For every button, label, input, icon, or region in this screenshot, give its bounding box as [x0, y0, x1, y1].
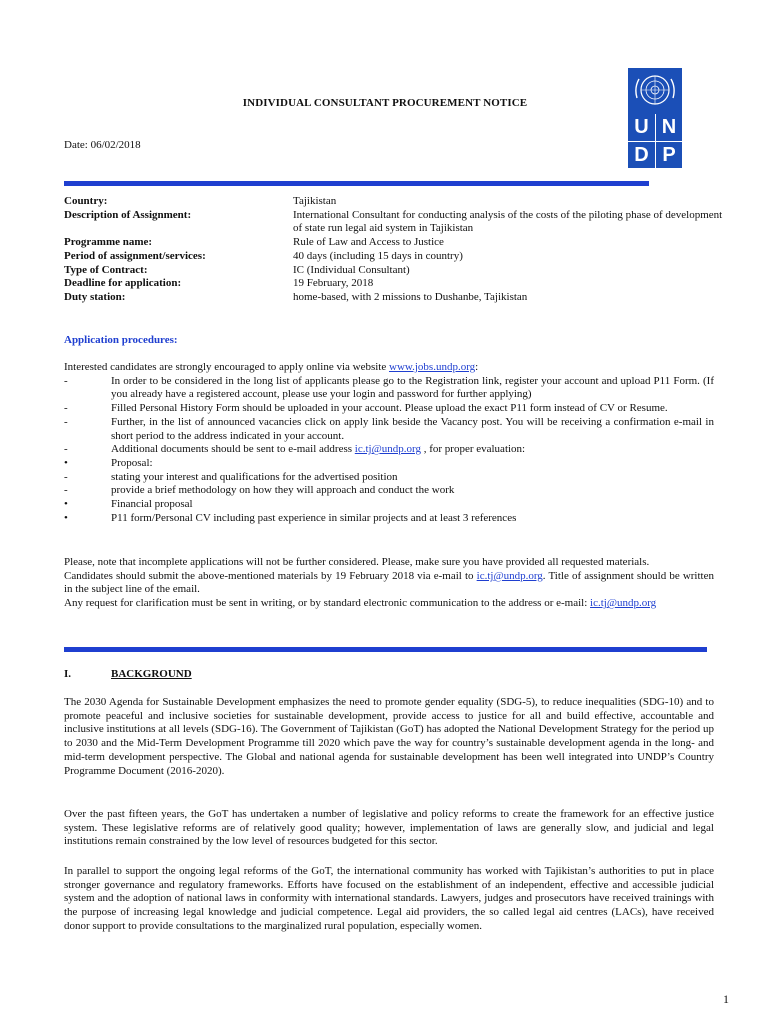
info-key: Programme name: — [64, 236, 153, 249]
info-value: IC (Individual Consultant) — [293, 263, 410, 276]
submission-text: Candidates should submit the above-mentioned materials by 19 February 2018 via e-mail to — [64, 569, 477, 582]
info-key: Type of Contract: — [64, 263, 148, 276]
info-value: Tajikistan — [293, 195, 337, 207]
clarification-note — [64, 597, 714, 611]
list-item-text: Further, in the list of announced vacancies click on apply link beside the Vacancy post. You will be receiving a confirmation e-mail in short period to the address indicated in your account. — [111, 415, 714, 442]
info-key: Deadline for application: — [64, 277, 182, 290]
info-row-deadline — [64, 277, 724, 291]
divider-top — [64, 181, 649, 186]
list-item — [64, 471, 714, 485]
list-item-text: stating your interest and qualifications for the advertised position — [111, 470, 398, 483]
jobs-website-link[interactable]: www.jobs.undp.org — [389, 361, 476, 373]
list-item — [64, 484, 714, 498]
docs-text: , for proper evaluation: — [420, 443, 526, 456]
info-value: 40 days (including 15 days in country) — [293, 249, 463, 262]
section-title: BACKGROUND — [111, 668, 192, 680]
info-row-country — [64, 195, 724, 209]
info-key: Country: — [64, 195, 108, 207]
list-marker: - — [64, 415, 68, 428]
info-row-duty-station — [64, 291, 724, 305]
info-key: Duty station: — [64, 290, 126, 303]
info-value: Rule of Law and Access to Justice — [293, 236, 444, 249]
list-marker: - — [64, 374, 68, 387]
list-marker: • — [64, 456, 68, 469]
list-item-text: Financial proposal — [111, 498, 193, 511]
list-marker: • — [64, 511, 68, 524]
intro-text: Interested candidates are strongly encouraged to apply online via website — [64, 361, 389, 373]
list-marker: - — [64, 443, 68, 456]
info-row-period — [64, 250, 724, 264]
logo-letter: N — [655, 114, 682, 141]
submission-text: . Title of assignment should be written in the subject line of the email. — [64, 569, 714, 596]
info-row-programme — [64, 236, 724, 250]
list-marker: - — [64, 484, 68, 497]
background-paragraph: In parallel to support the ongoing legal reforms of the GoT, the international community has worked with Tajikistan’s authorities to put in place stronger governance and regulatory frameworks. Efforts have focused on the establishment of an independent, effective and accessible judicial system and the adoption of national laws in conformity with international standards. Lawyers, judges and prosecutors have received trainings with the purpose of increasing legal knowledge and judicial competence. Legal aid providers, the so called legal aid centres (LACs), have received donor support to provide consultations to the marginalized rural population, especially women. — [64, 865, 714, 932]
info-row-description — [64, 209, 724, 236]
application-intro — [64, 361, 714, 375]
list-marker: - — [64, 470, 68, 483]
submission-note — [64, 570, 714, 597]
section-number: I. — [64, 668, 72, 680]
list-item-text: Filled Personal History Form should be uploaded in your account. Please upload the exact P11 form instead of CV or Resume. — [111, 402, 668, 415]
email-link[interactable]: ic.tj@undp.org — [590, 597, 657, 610]
notice-date: Date: 06/02/2018 — [64, 139, 141, 151]
info-value: home-based, with 2 missions to Dushanbe, Tajikistan — [293, 290, 528, 303]
info-value: 19 February, 2018 — [293, 277, 374, 290]
email-link[interactable]: ic.tj@undp.org — [476, 569, 543, 582]
list-item — [64, 443, 714, 457]
background-paragraph: The 2030 Agenda for Sustainable Development emphasizes the need to promote gender equality (SDG-5), to reduce inequalities (SDG-10) and to promote peaceful and inclusive societies for sustainable development, provide access to justice for all and build effective, accountable and inclusive institutions at all levels (SDG-16). The Government of Tajikistan (GoT) has adopted the National Development Strategy for the period up to 2030 and the Mid-Term Development Programme till 2020 which pave the way for country’s sustainable development agenda in the long- and mid-term development perspective. The Global and national agenda for sustainable development has been well integrated into UNDP’s Country Programme Document (2016-2020). — [64, 696, 714, 777]
document-title: INDIVIDUAL CONSULTANT PROCUREMENT NOTICE — [242, 97, 528, 109]
assignment-info-table — [64, 195, 724, 305]
incomplete-note: Please, note that incomplete applications will not be further considered. Please, make sure you have provided all requested materials. — [64, 556, 650, 568]
logo-letter: U — [634, 116, 649, 138]
list-marker: - — [64, 402, 68, 415]
application-procedures-heading: Application procedures: — [64, 334, 178, 346]
list-item — [64, 375, 714, 402]
info-row-contract-type — [64, 264, 724, 278]
list-item — [64, 498, 714, 512]
logo-letter: D — [628, 141, 655, 168]
list-item — [64, 402, 714, 416]
info-key: Period of assignment/services: — [64, 249, 206, 262]
info-value: International Consultant for conducting analysis of the costs of the piloting phase of development of state run legal aid system in Tajikistan — [293, 208, 723, 235]
list-item-text: Proposal: — [111, 456, 153, 469]
page-number: 1 — [723, 992, 729, 1006]
clarification-text: Any request for clarification must be sent in writing, or by standard electronic communication to the address or e-mail: — [64, 597, 591, 610]
un-emblem-icon — [628, 68, 682, 114]
list-item — [64, 512, 714, 526]
intro-text: : — [475, 361, 479, 373]
docs-text: Additional documents should be sent to e-mail address — [111, 443, 355, 456]
list-item-text: P11 form/Personal CV including past experience in similar projects and at least 3 references — [111, 511, 517, 524]
background-heading — [64, 668, 192, 680]
list-item-text: provide a brief methodology on how they will approach and conduct the work — [111, 484, 455, 497]
list-item-text: In order to be considered in the long list of applicants please go to the Registration link, register your account and upload P11 Form. (If you already have a registered account, please use your login and password for further applying) — [111, 374, 714, 401]
info-key: Description of Assignment: — [64, 208, 192, 221]
list-item — [64, 457, 714, 471]
email-link[interactable]: ic.tj@undp.org — [354, 443, 421, 456]
divider-middle — [64, 647, 707, 652]
list-item — [64, 416, 714, 443]
submission-notes — [64, 556, 714, 611]
background-paragraph: Over the past fifteen years, the GoT has undertaken a number of legislative and policy reforms to create the framework for an effective justice system. These legislative reforms are of relatively good quality; however, implementation of laws are generally slow, and judicial and legal institutions remain constrained by the low level of resources budgeted for this sector. — [64, 808, 714, 848]
logo-letter: P — [655, 141, 682, 168]
list-marker: • — [64, 498, 68, 511]
undp-logo — [628, 68, 682, 168]
application-procedures — [64, 361, 714, 525]
